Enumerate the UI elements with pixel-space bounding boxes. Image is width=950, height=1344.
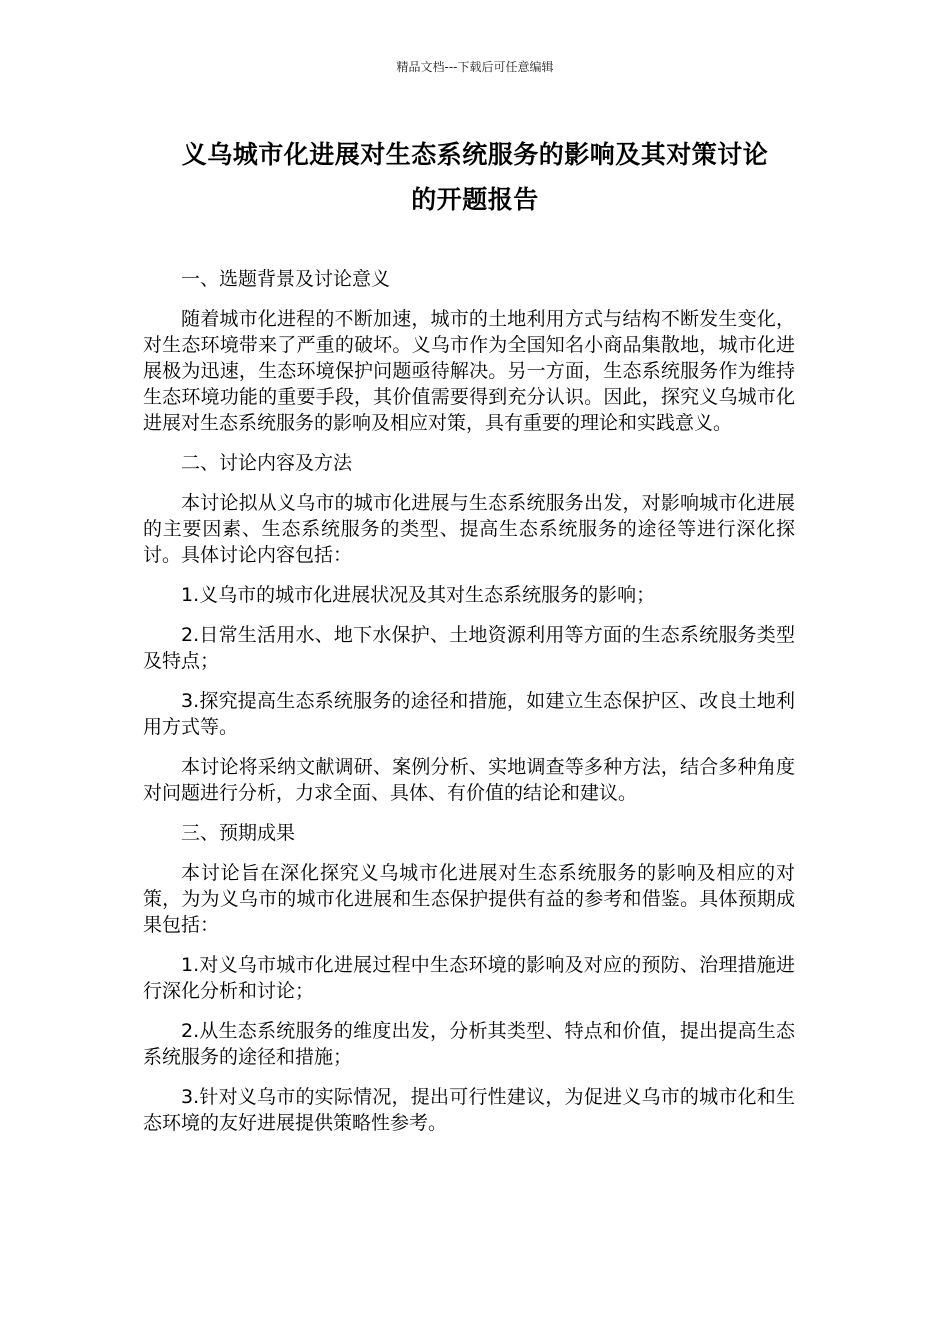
paragraph-content-intro: 本讨论拟从义乌市的城市化进展与生态系统服务出发，对影响城市化进展的主要因素、生态系统服务的类型、提高生态系统服务的途径等进行深化探讨。具体讨论内容包括： [143,492,795,566]
section-heading-content-method: 二、讨论内容及方法 [181,452,353,474]
title-line-2: 的开题报告 [411,185,539,214]
title-line-1: 义乌城市化进展对生态系统服务的影响及其对策讨论 [181,140,769,169]
document-body [143,266,795,1150]
header-note: 精品文档---下载后可任意编辑 [396,60,554,74]
list-item-content-1: 1.义乌市的城市化进展状况及其对生态系统服务的影响； [181,584,656,606]
list-item-content-2: 2.日常生活用水、地下水保护、土地资源利用等方面的生态系统服务类型及特点； [143,624,795,672]
list-item-result-2: 2.从生态系统服务的维度出发，分析其类型、特点和价值，提出提高生态系统服务的途径和措施； [143,1020,795,1068]
paragraph-background: 随着城市化进程的不断加速，城市的土地利用方式与结构不断发生变化，对生态环境带来了严重的破坏。义乌市作为全国知名小商品集散地，城市化进展极为迅速，生态环境保护问题亟待解决。另一方面，生态系统服务作为维持生态环境功能的重要手段，其价值需要得到充分认识。因此，探究义乌城市化进展对生态系统服务的影响及相应对策，具有重要的理论和实践意义。 [143,308,795,434]
list-item-result-3: 3.针对义乌市的实际情况，提出可行性建议，为促进义乌市的城市化和生态环境的友好进展提供策略性参考。 [143,1086,795,1134]
paragraph-method: 本讨论将采纳文献调研、案例分析、实地调查等多种方法，结合多种角度对问题进行分析，力求全面、具体、有价值的结论和建议。 [143,756,795,804]
document-title [140,132,810,222]
section-heading-expected-results: 三、预期成果 [181,822,296,844]
paragraph-results-intro: 本讨论旨在深化探究义乌城市化进展对生态系统服务的影响及相应的对策，为为义乌市的城市化进展和生态保护提供有益的参考和借鉴。具体预期成果包括： [143,862,795,936]
section-heading-background: 一、选题背景及讨论意义 [181,268,391,290]
list-item-result-1: 1.对义乌市城市化进展过程中生态环境的影响及对应的预防、治理措施进行深化分析和讨论； [143,954,795,1002]
list-item-content-3: 3.探究提高生态系统服务的途径和措施，如建立生态保护区、改良土地利用方式等。 [143,690,795,738]
